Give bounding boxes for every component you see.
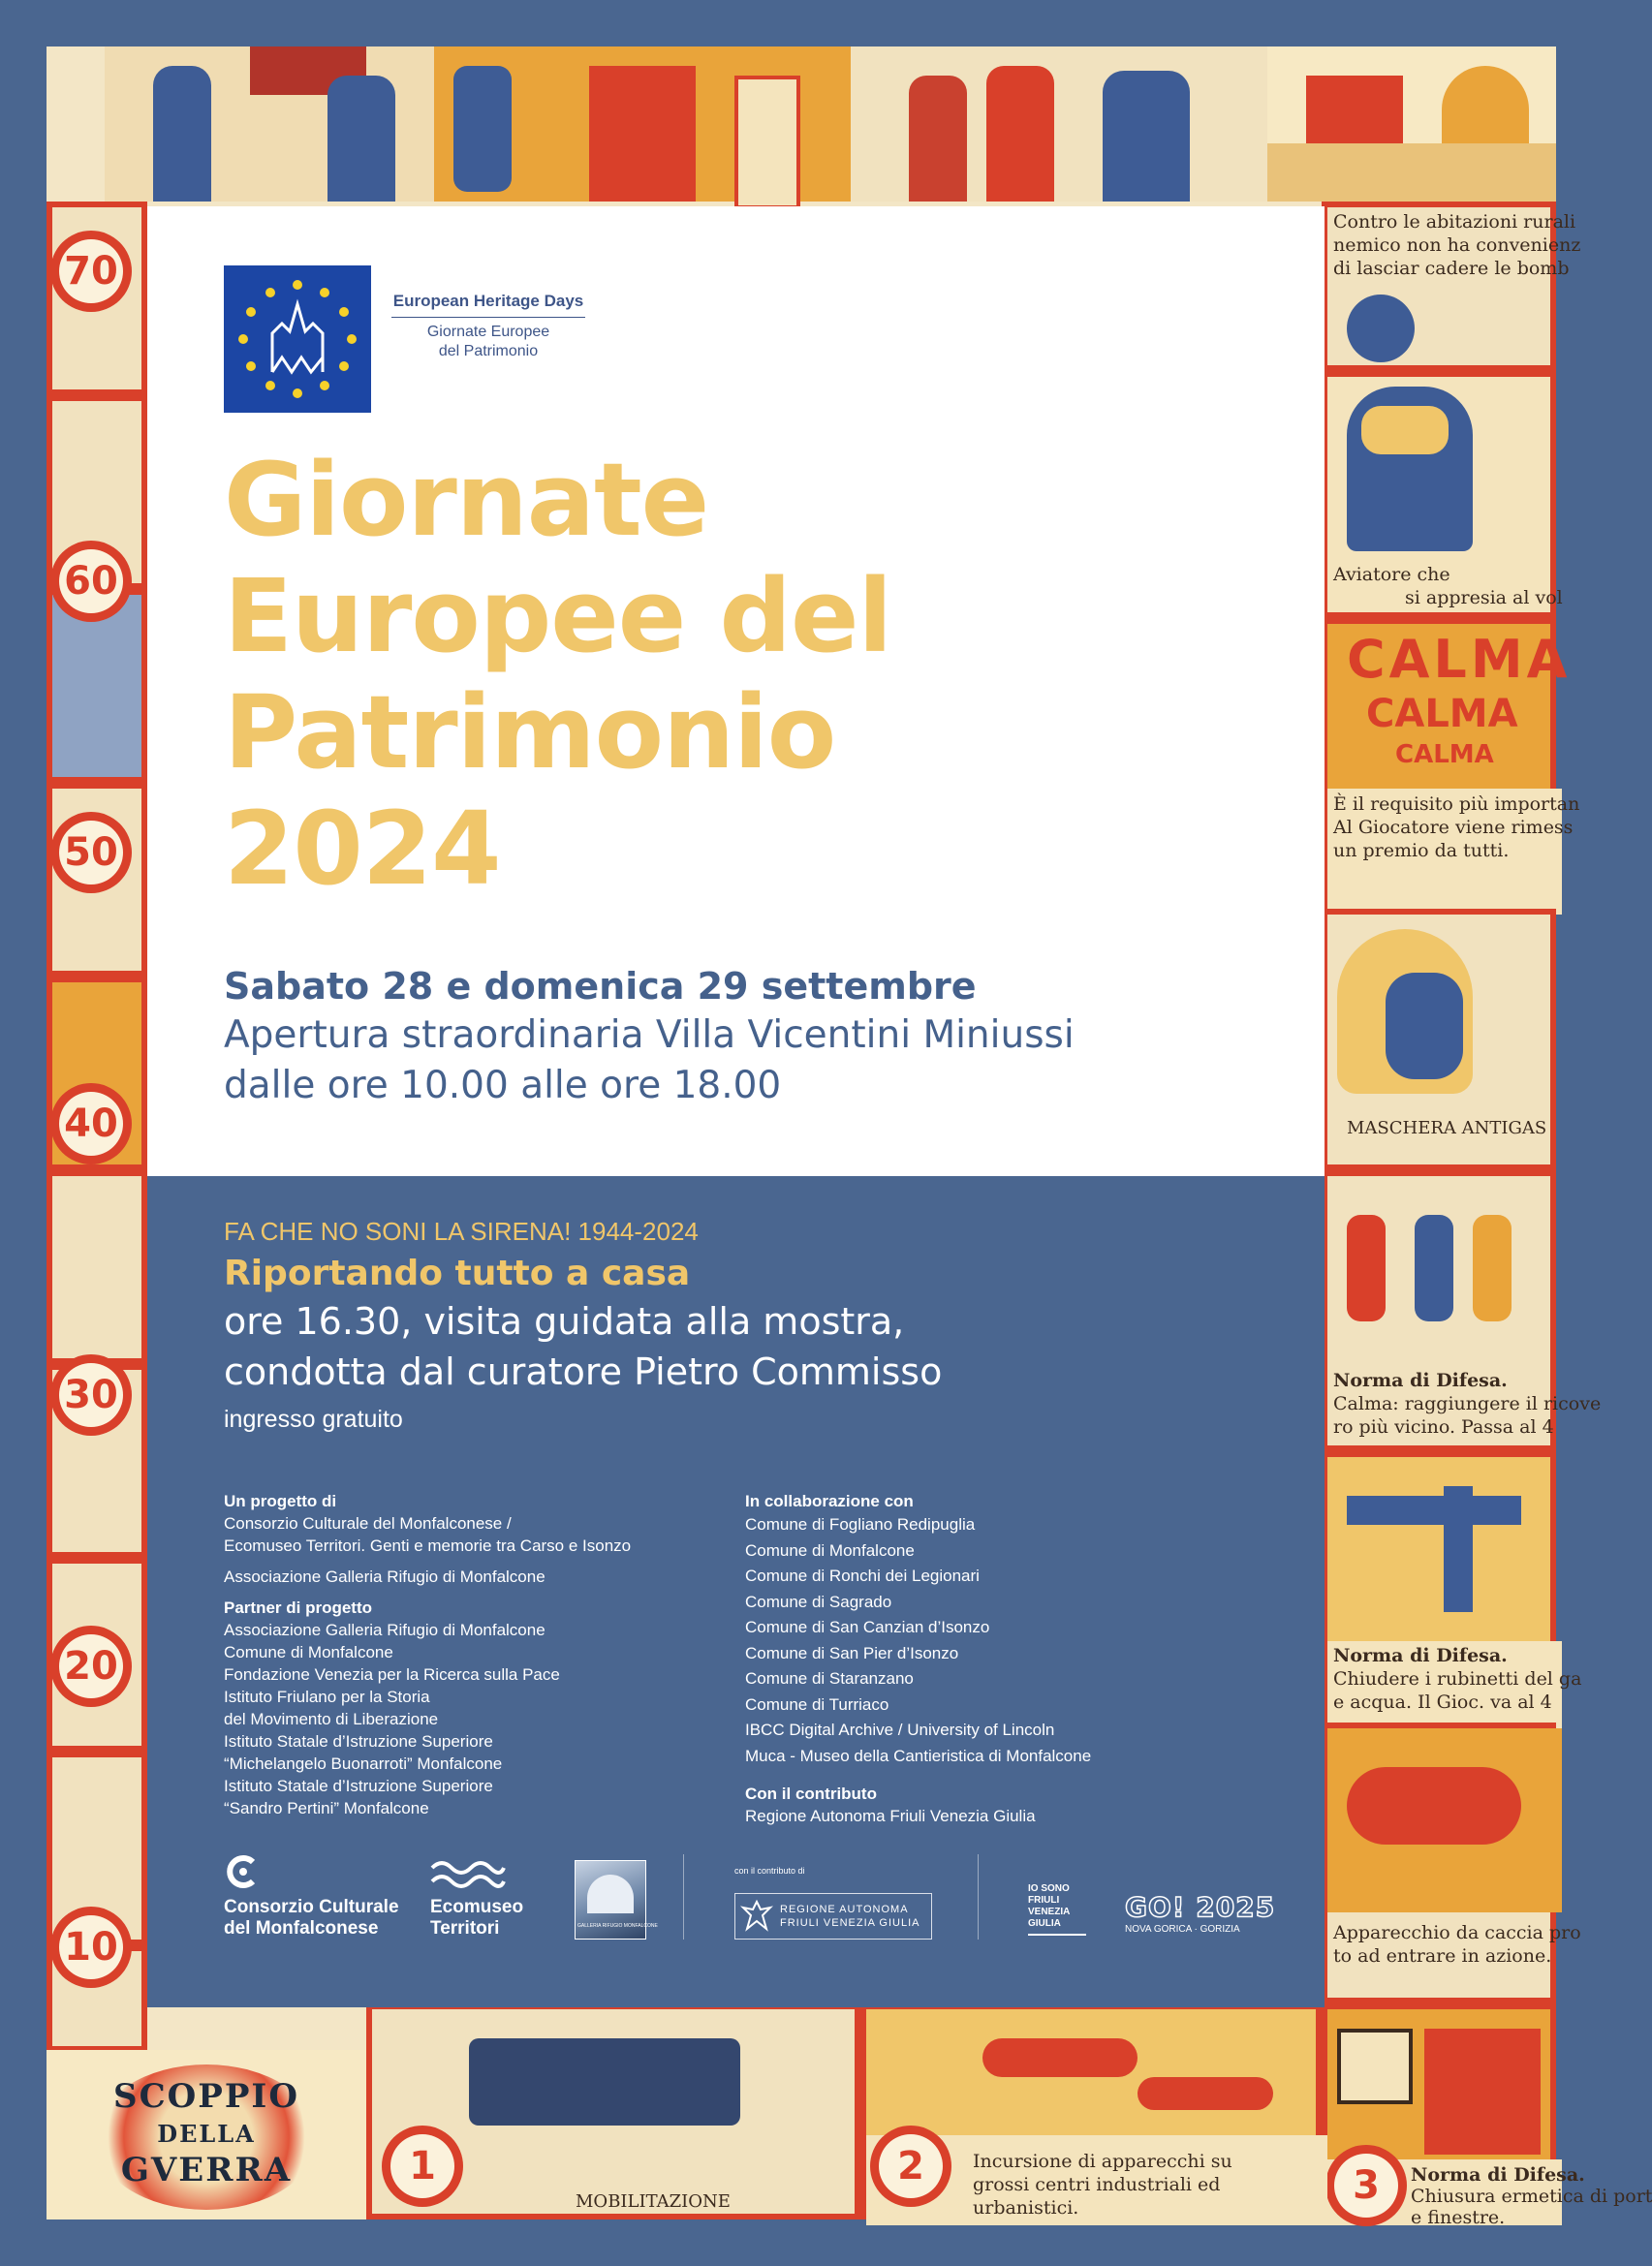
credit-item: IBCC Digital Archive / University of Lincoln [745, 1721, 1055, 1739]
board-number-20: 20 [50, 1626, 132, 1707]
credit-item: Consorzio Culturale del Monfalconese / [224, 1514, 512, 1533]
illustration-farmhouse [1267, 47, 1556, 202]
sponsor-logos [224, 1854, 1276, 1961]
exhibition-kicker: FA CHE NO SONI LA SIRENA! 1944-2024 [224, 1217, 699, 1246]
iosono-line-2: FRIULI [1028, 1895, 1060, 1906]
credits-left-column [224, 1490, 631, 1819]
poster-title-line-1: Giornate [224, 441, 709, 559]
scoppio-1: SCOPPIO [113, 2077, 299, 2116]
board-number-2: 2 [870, 2126, 951, 2207]
board-number-1: 1 [382, 2126, 463, 2207]
poster-details-card [147, 1176, 1325, 2007]
caption-norma2-2: e acqua. Il Gioc. va al 4 [1333, 1692, 1552, 1713]
caption-incursione-2: grossi centri industriali ed [973, 2174, 1221, 2195]
caption-maschera: MASCHERA ANTIGAS [1347, 1118, 1547, 1138]
board-cell [47, 1170, 147, 1364]
illustration-family [851, 47, 1267, 202]
caption-rurali-3: di lasciar cadere le bomb [1333, 258, 1570, 279]
iosono-line-1: IO SONO [1028, 1883, 1070, 1894]
credit-item: Istituto Statale d’Istruzione Superiore [224, 1777, 493, 1795]
credit-item: Comune di Monfalcone [745, 1540, 915, 1560]
io-sono-fvg-logo [1028, 1883, 1086, 1936]
caption-norma3-heading: Norma di Difesa. [1411, 2164, 1585, 2186]
caption-rurali-1: Contro le abitazioni rurali [1333, 211, 1576, 233]
eagle-icon [741, 1900, 772, 1933]
credit-item: Istituto Statale d’Istruzione Superiore [224, 1732, 493, 1751]
credit-item: del Movimento di Liberazione [224, 1710, 439, 1728]
collab-heading: In collaborazione con [745, 1492, 914, 1510]
board-cell-caccia [1322, 1723, 1581, 2003]
caption-caccia-1: Apparecchio da caccia pro [1333, 1922, 1581, 1943]
caption-mobilitazione: MOBILITAZIONE [576, 2191, 731, 2212]
partners-heading: Partner di progetto [224, 1599, 373, 1617]
caption-calma-2: Al Giocatore viene rimess [1333, 817, 1574, 838]
event-dates: Sabato 28 e domenica 29 settembre [224, 965, 977, 1008]
ecomuseo-logo-line-2: Territori [430, 1918, 500, 1939]
credit-item: Fondazione Venezia per la Ricerca sulla Pace [224, 1665, 560, 1684]
scoppio-3: GVERRA [120, 2151, 293, 2189]
regione-logo-line-1: REGIONE AUTONOMA [780, 1904, 909, 1915]
contrib-small-label: con il contributo di [734, 1866, 805, 1876]
board-cell-maschera [1322, 909, 1556, 1170]
european-heritage-days-logo [224, 265, 371, 413]
caption-aviatore-2: si appresia al vol [1405, 587, 1563, 608]
poster-title-line-3: Patrimonio [224, 673, 836, 792]
calma-mid: CALMA [1366, 692, 1518, 736]
board-cell-3 [1322, 2003, 1652, 2228]
board-cell-rurali [1322, 202, 1581, 371]
poster-header-card [147, 206, 1325, 1176]
iosono-line-4: GIULIA [1028, 1918, 1061, 1929]
board-cell-mobilitazione [366, 2003, 860, 2219]
regione-logo-line-2: FRIULI VENEZIA GIULIA [780, 1917, 920, 1929]
board-cell-incursione [860, 2003, 1322, 2219]
caption-incursione-3: urbanistici. [973, 2197, 1079, 2219]
contrib-heading: Con il contributo [745, 1785, 877, 1803]
credit-item: Comune di Sagrado [745, 1592, 892, 1611]
illustration-doorway [434, 47, 851, 202]
free-entry: ingresso gratuito [224, 1406, 403, 1433]
project-heading: Un progetto di [224, 1492, 337, 1510]
regione-fvg-logo [734, 1893, 932, 1940]
guided-tour-line-1: ore 16.30, visita guidata alla mostra, [224, 1300, 905, 1343]
caption-norma1-1: Calma: raggiungere il ricove [1333, 1393, 1602, 1414]
caption-norma2-heading: Norma di Difesa. [1333, 1645, 1508, 1666]
caption-calma-1: È il requisito più importan [1333, 793, 1580, 815]
credit-item: “Michelangelo Buonarroti” Monfalcone [224, 1754, 503, 1773]
credit-item: Comune di Monfalcone [224, 1643, 393, 1661]
caption-norma3-1: Chiusura ermetica di port [1411, 2186, 1652, 2207]
caption-caccia-2: to ad entrare in azione. [1333, 1945, 1552, 1967]
board-number-10: 10 [50, 1907, 132, 1988]
opening-info: Apertura straordinaria Villa Vicentini Miniussi [224, 1013, 1075, 1057]
consorzio-logo-icon [224, 1854, 263, 1889]
eu-stars-icon [224, 265, 371, 413]
iosono-line-3: VENEZIA [1028, 1907, 1071, 1917]
scoppio-2: DELLA [157, 2120, 256, 2148]
heritage-days-it-1: Giornate Europee [426, 324, 550, 340]
credit-item: Associazione Galleria Rifugio di Monfalcone [224, 1568, 545, 1586]
go-2025-logo [1125, 1891, 1276, 1935]
board-number-30: 30 [50, 1354, 132, 1436]
board-number-40: 40 [50, 1083, 132, 1164]
caption-norma1-2: ro più vicino. Passa al 4 [1333, 1416, 1554, 1438]
caption-norma1-heading: Norma di Difesa. [1333, 1370, 1508, 1391]
illustration-soldiers [105, 47, 434, 202]
heritage-days-it-2: del Patrimonio [438, 343, 539, 359]
credit-item: Comune di Ronchi dei Legionari [745, 1567, 980, 1585]
board-number-70: 70 [50, 231, 132, 312]
consorzio-logo-line-1: Consorzio Culturale [224, 1897, 399, 1917]
board-number-3: 3 [1325, 2145, 1407, 2226]
calma-big: CALMA [1347, 629, 1572, 690]
caption-aviatore-1: Aviatore che [1333, 564, 1450, 585]
credit-item: Muca - Museo della Cantieristica di Monfalcone [745, 1746, 1092, 1765]
board-cell-scoppio [47, 2050, 366, 2219]
opening-hours: dalle ore 10.00 alle ore 18.00 [224, 1064, 782, 1107]
credit-item: Comune di Staranzano [745, 1669, 914, 1688]
galleria-rifugio-label: GALLERIA RIFUGIO MONFALCONE [577, 1923, 658, 1929]
poster-title-line-4: 2024 [224, 790, 501, 908]
go2025-wordmark: GO! 2025 [1125, 1891, 1276, 1923]
board-number-60: 60 [50, 541, 132, 622]
ecomuseo-wave-icon [430, 1856, 504, 1889]
caption-calma-3: un premio da tutti. [1333, 840, 1510, 861]
heritage-days-en: European Heritage Days [392, 292, 584, 310]
go2025-subtitle: NOVA GORICA · GORIZIA [1125, 1924, 1240, 1935]
credit-item: “Sandro Pertini” Monfalcone [224, 1799, 429, 1817]
poster-title-line-2: Europee del [224, 557, 892, 675]
credit-item: Istituto Friulano per la Storia [224, 1688, 430, 1706]
ecomuseo-logo-line-1: Ecomuseo [430, 1897, 524, 1917]
guided-tour-line-2: condotta dal curatore Pietro Commisso [224, 1350, 943, 1393]
galleria-rifugio-logo [575, 1860, 658, 1940]
credit-item: Ecomuseo Territori. Genti e memorie tra Carso e Isonzo [224, 1537, 632, 1555]
board-number-50: 50 [50, 812, 132, 893]
heritage-days-label [391, 292, 585, 361]
caption-norma2-1: Chiudere i rubinetti del ga [1333, 1668, 1582, 1690]
exhibition-title: Riportando tutto a casa [224, 1254, 691, 1293]
credit-item: Comune di San Pier d’Isonzo [745, 1643, 959, 1662]
credit-item: Associazione Galleria Rifugio di Monfalcone [224, 1621, 545, 1639]
caption-incursione-1: Incursione di apparecchi su [973, 2151, 1232, 2172]
credit-item: Comune di Fogliano Redipuglia [745, 1515, 976, 1534]
board-cell-norma1 [1322, 1170, 1602, 1451]
credits-right-column [745, 1490, 1091, 1827]
caption-rurali-2: nemico non ha convenienz [1333, 234, 1581, 256]
consorzio-logo-line-2: del Monfalconese [224, 1918, 379, 1939]
credit-item: Comune di Turriaco [745, 1694, 889, 1714]
calma-small: CALMA [1395, 740, 1494, 769]
credit-item: Regione Autonoma Friuli Venezia Giulia [745, 1807, 1036, 1825]
board-cell-norma2 [1322, 1451, 1582, 1723]
caption-norma3-2: e finestre. [1411, 2207, 1506, 2228]
board-cell-calma [1322, 618, 1580, 909]
credit-item: Comune di San Canzian d’Isonzo [745, 1618, 990, 1636]
board-cell-aviatore [1322, 371, 1563, 618]
